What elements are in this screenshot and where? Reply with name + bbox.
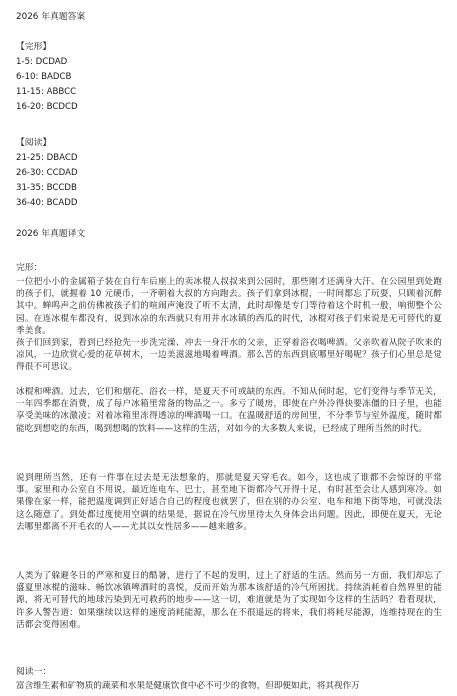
translation-title: 2026 年真题译文 bbox=[16, 229, 86, 239]
reading-translation-label: 阅读一： bbox=[16, 667, 52, 677]
cloze-answer-row: 1-5: DCDAD bbox=[16, 57, 68, 67]
translation-paragraph: 冰棍和啤酒。过去，它们和烟花、浴衣一样，是夏天不可或缺的东西。不知从何时起，它们变得与季节无关，一年四季都在消费，成了每户冰箱里常备的物品之一。多亏了暖房，即使在户外冷得快要冻僵的日子里，也能享受美味的冰激凌；对着冰箱里冻得透凉的啤酒喝一口。在温暖舒适的房间里，不分季节与室外温度，随时都能吃到想吃的东西，喝到想喝的饮料——这样的生活，对如今的大多数人来说，已经成了理所当然的时代。 bbox=[16, 387, 442, 434]
translation-paragraph: 孩子们回到家，看到已经抢先一步洗完澡、冲去一身汗水的父亲，正穿着浴衣喝啤酒。父亲吹着从院子吹来的凉风，一边欣赏心爱的花草树木，一边美滋滋地喝着啤酒。那么苦的东西到底哪里好喝呢？孩子们心里总是觉得很不可思议。 bbox=[16, 338, 442, 373]
translation-paragraph: 一位把小小的金属箱子装在自行车后座上的卖冰棍人叔叔来到公园时，那些刚才还满身大汗、在公园里到处跑的孩子们，就握着 10 元硬币，一齐朝着大叔的方向跑去。孩子们拿到冰棍，一时间都忘了玩耍，只顾着沉醉其中。蝉鸣声之前仿佛被孩子们的喧闹声淹没了听不太清，此时却像是专门等待着这个时机一般，响彻整个公园。在连冰棍车都没有，说到冰凉的东西就只有用井水冰镇的西瓜的时代，冰棍对孩子们来说是无可替代的夏季美食。 bbox=[16, 277, 442, 336]
cloze-translation-label: 完形： bbox=[16, 263, 43, 273]
cloze-answer-row: 16-20: BCDCD bbox=[16, 102, 78, 112]
reading-answer-row: 36-40: BCADD bbox=[16, 198, 78, 208]
translation-paragraph: 人类为了躲避冬日的严寒和夏日的酷暑，进行了不起的发明，过上了舒适的生活。然而另一方面，我们却忘了盛夏里冰棍的滋味、畅饮冰镇啤酒时的喜悦，反而开始为那本该舒适的冷气所困扰。持续消耗着自然界里的能源，将无可替代的地球污染到无可救药的地步——这一切，难道就是为了实现如今这样的生活吗？看看现状，许多人警告道：如果继续以这样的速度消耗能源，那么在不很遥远的将来，我们将耗尽能源，连维持现在的生活都会变得困难。 bbox=[16, 571, 442, 630]
cloze-answer-row: 6-10: BADCB bbox=[16, 72, 72, 82]
cloze-answer-row: 11-15: ABBCC bbox=[16, 87, 77, 97]
reading-translation-first-line: 富含维生素和矿物质的蔬菜和水果是健康饮食中必不可少的食物，但即便如此，将其视作万 bbox=[16, 681, 360, 691]
translation-paragraph: 说到理所当然，还有一件事在过去是无法想象的，那就是夏天穿毛衣。如今，这也成了谁都不会惊讶的平常事。家里和办公室自不用说，最近连电车、巴士，甚至地下街都冷气开得十足，有时甚至会让人感到寒冷。如果像在家一样，能把温度调到正好适合自己的程度也就罢了，但在别的办公室、电车和地下街等地，可就没法这么随意了。到处都过度使用空调的结果是，据说在冷气房里待太久身体会出问题。因此，即便在夏天，无论去哪里都离不开毛衣的人——尤其以女性居多——越来越多。 bbox=[16, 473, 442, 532]
answers-title: 2026 年真题答案 bbox=[16, 12, 86, 22]
cloze-heading: 【完形】 bbox=[16, 42, 52, 52]
reading-answer-row: 31-35: BCCDB bbox=[16, 183, 77, 193]
reading-answer-row: 26-30: CCDAD bbox=[16, 168, 78, 178]
reading-heading: 【阅读】 bbox=[16, 138, 52, 148]
reading-answer-row: 21-25: DBACD bbox=[16, 153, 78, 163]
